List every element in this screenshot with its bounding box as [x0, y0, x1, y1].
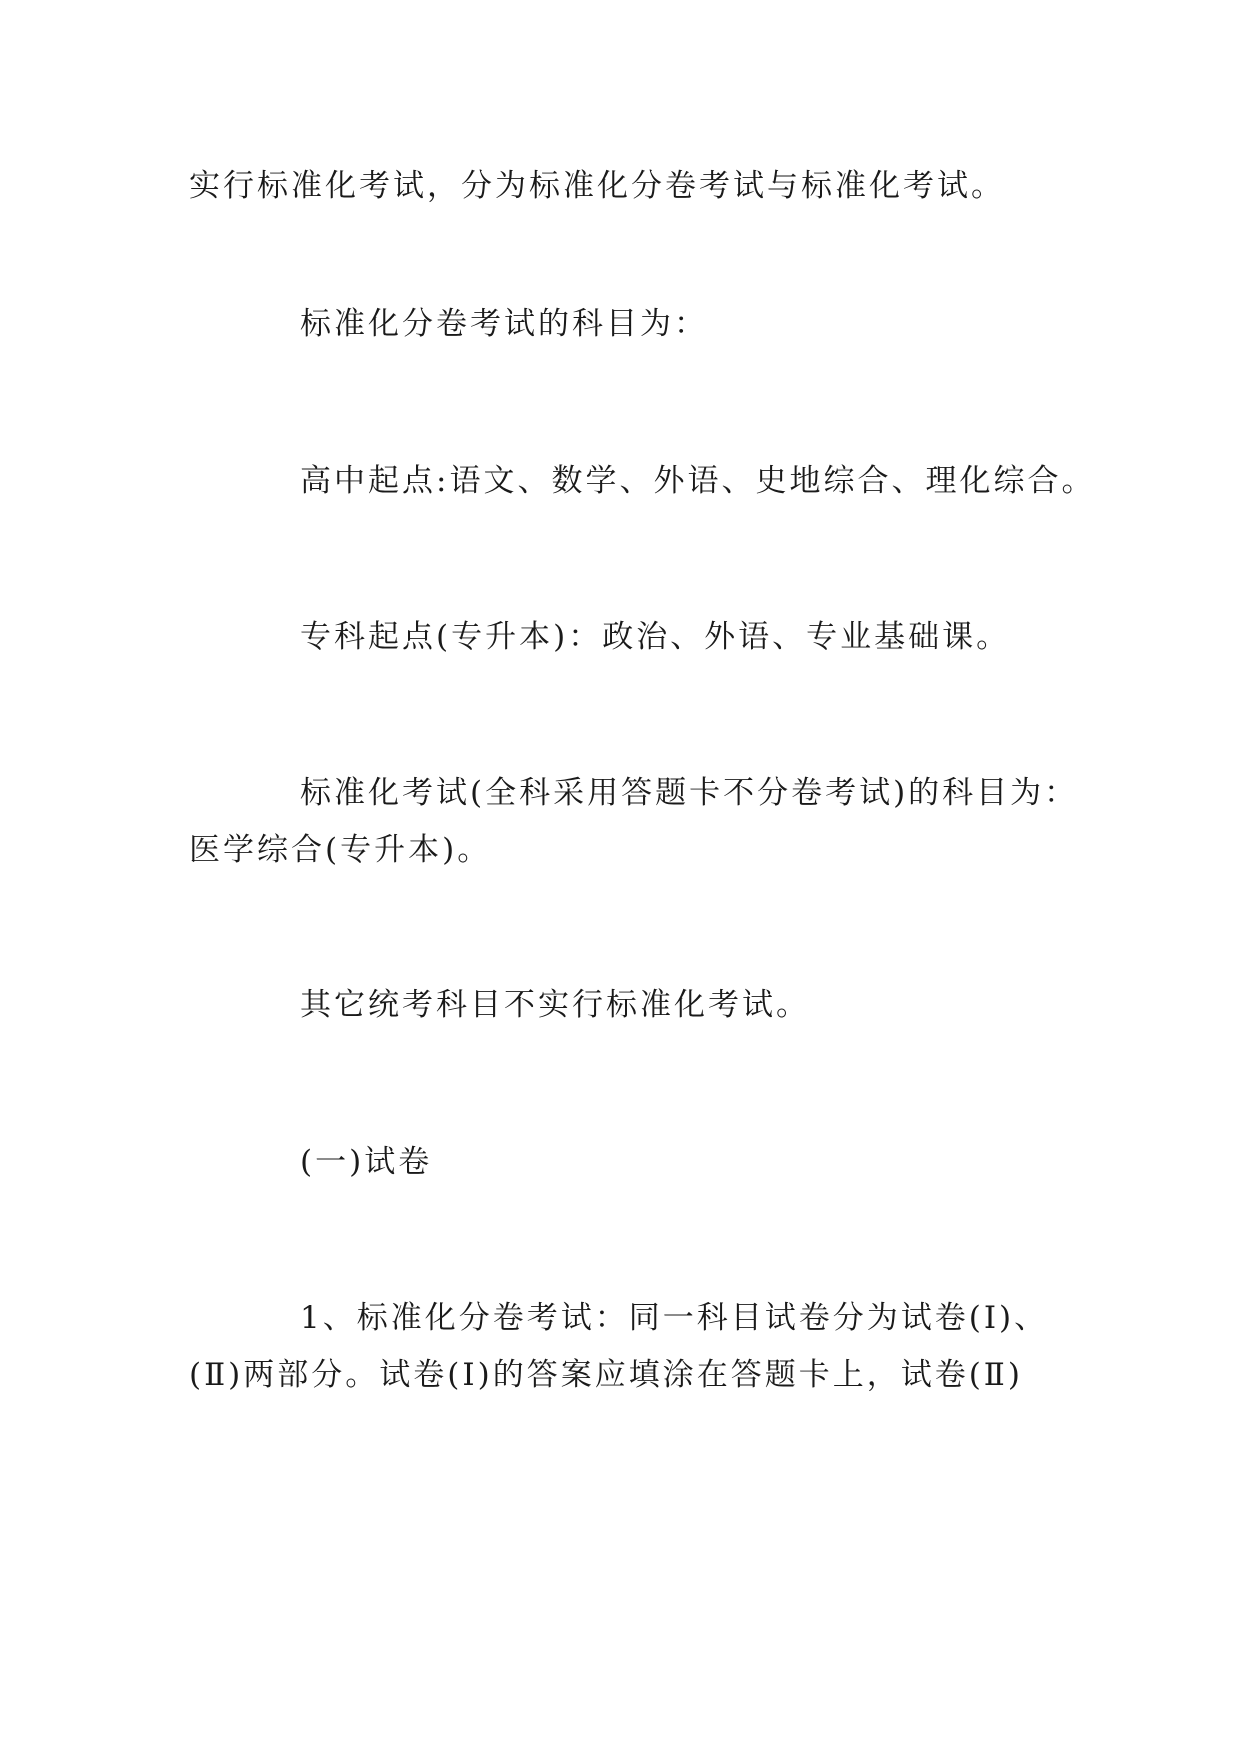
paragraph-line: 1、标准化分卷考试：同一科目试卷分为试卷(Ⅰ)、: [300, 1300, 1049, 1336]
paragraph-line: 标准化考试(全科采用答题卡不分卷考试)的科目为：: [300, 775, 1079, 811]
section-heading: (一)试卷: [300, 1144, 433, 1180]
paragraph-line: 标准化分卷考试的科目为：: [300, 306, 708, 342]
paragraph-line: 其它统考科目不实行标准化考试。: [300, 987, 810, 1023]
paragraph-line: 医学综合(专升本)。: [189, 832, 492, 868]
paragraph-line: 高中起点:语文、数学、外语、史地综合、理化综合。: [300, 463, 1096, 499]
paragraph-line: (Ⅱ)两部分。试卷(Ⅰ)的答案应填涂在答题卡上，试卷(Ⅱ): [189, 1357, 1023, 1393]
paragraph-line: 实行标准化考试，分为标准化分卷考试与标准化考试。: [189, 168, 1005, 204]
paragraph-line: 专科起点(专升本)：政治、外语、专业基础课。: [300, 619, 1011, 655]
